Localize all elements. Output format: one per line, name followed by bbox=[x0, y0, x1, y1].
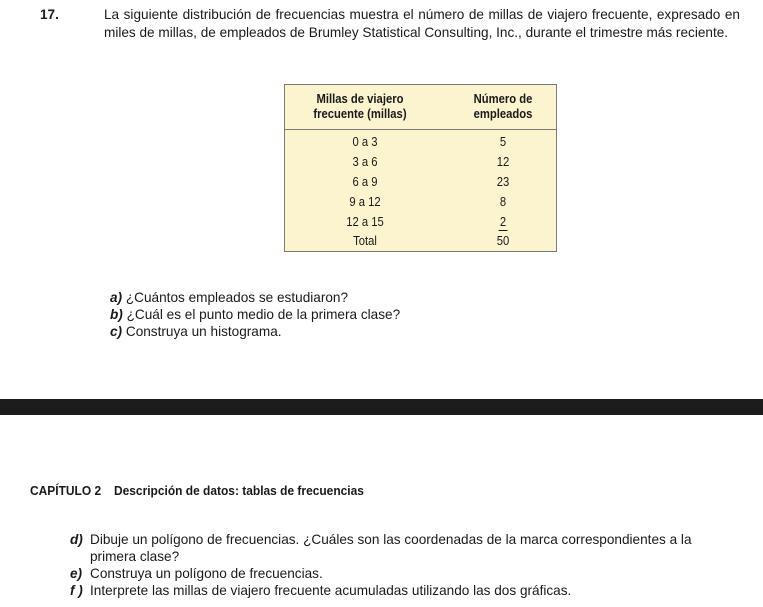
header-miles: Millas de viajero frecuente (millas) bbox=[313, 92, 407, 121]
frequency-table bbox=[284, 84, 557, 252]
question-f: f ) Interprete las millas de viajero frecuente acumuladas utilizando las dos gráficas. bbox=[70, 583, 572, 598]
count-cell bbox=[458, 212, 548, 232]
chapter-title: Descripción de datos: tablas de frecuencias bbox=[113, 483, 364, 498]
class-cell: 0 a 3 bbox=[352, 135, 378, 149]
table-row bbox=[285, 152, 556, 172]
page-divider bbox=[0, 399, 763, 415]
count-cell: 8 bbox=[499, 195, 507, 209]
total-value: 50 bbox=[496, 234, 510, 248]
header-employees: Número de empleados bbox=[473, 92, 533, 121]
table-row bbox=[285, 192, 556, 212]
table-header bbox=[285, 85, 556, 130]
question-b: b) ¿Cuál es el punto medio de la primera clase? bbox=[110, 307, 401, 322]
problem-number: 17. bbox=[40, 7, 59, 22]
count-cell: 5 bbox=[499, 135, 507, 149]
count-cell: 23 bbox=[496, 175, 510, 189]
problem-text: La siguiente distribución de frecuencias muestra el número de millas de viajero frecuente, expresado en miles de millas, de empleados de Brumley Statistical Consulting, Inc., durante el trimestre más reciente. bbox=[104, 7, 740, 40]
question-a: a) ¿Cuántos empleados se estudiaron? bbox=[110, 290, 349, 305]
total-label: Total bbox=[353, 234, 377, 248]
class-cell: 12 a 15 bbox=[346, 215, 384, 229]
chapter-heading bbox=[30, 483, 364, 498]
count-cell: 12 bbox=[496, 155, 510, 169]
class-cell: 3 a 6 bbox=[352, 155, 378, 169]
questions-continued bbox=[70, 531, 710, 599]
table-row bbox=[285, 212, 556, 232]
question-c: c) Construya un histograma. bbox=[110, 324, 282, 339]
table-row bbox=[285, 172, 556, 192]
class-cell: 9 a 12 bbox=[349, 195, 381, 209]
count-underlined: 2 bbox=[499, 215, 507, 229]
questions-list bbox=[110, 289, 400, 340]
problem-block bbox=[40, 6, 740, 42]
question-e: e) Construya un polígono de frecuencias. bbox=[70, 566, 323, 581]
table-row bbox=[285, 132, 556, 152]
chapter-number: CAPÍTULO 2 bbox=[30, 483, 102, 498]
class-cell: 6 a 9 bbox=[352, 175, 378, 189]
question-d: d) Dibuje un polígono de frecuencias. ¿Cuáles son las coordenadas de la marca correspondientes a la primera clase? bbox=[70, 532, 692, 564]
table-total-row bbox=[285, 231, 556, 251]
